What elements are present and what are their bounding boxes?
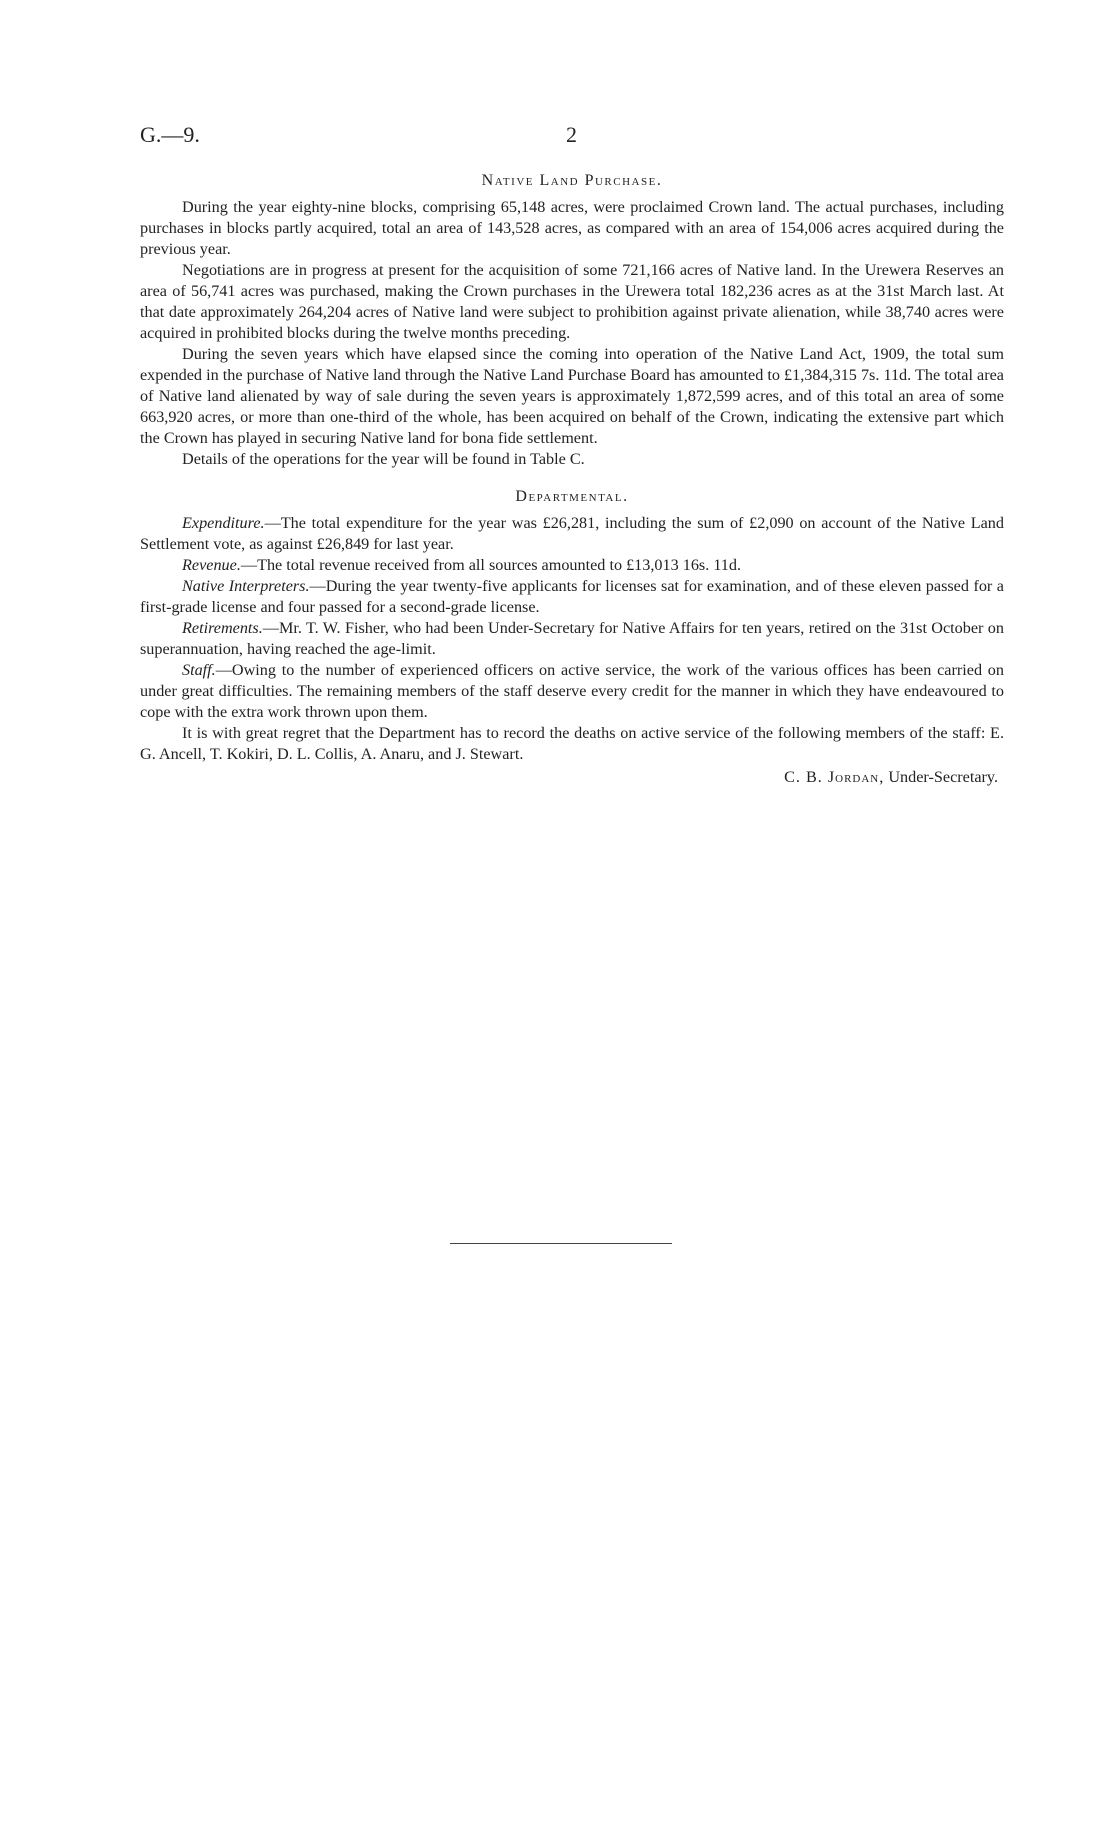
text-expenditure: —The total expenditure for the year was £26,281, including the sum of £2,090 on account of the Native Land Settlement vote, as against £26,849 for last year. (140, 514, 1004, 553)
text-retirements: —Mr. T. W. Fisher, who had been Under-Secretary for Native Affairs for ten years, retired on the 31st October on superannuation, having reached the age-limit. (140, 619, 1004, 658)
paragraph-blocks-proclaimed: During the year eighty-nine blocks, comprising 65,148 acres, were proclaimed Crown land. The actual purchases, including purchases in blocks partly acquired, total an area of 143,528 acres, as compared with an area of 154,006 acres acquired during the previous year. (140, 198, 1004, 258)
paragraph-revenue (140, 555, 1004, 576)
lead-staff: Staff. (182, 661, 216, 679)
end-rule (450, 1243, 672, 1244)
lead-revenue: Revenue. (182, 556, 241, 574)
paragraph-expenditure (140, 513, 1004, 555)
text-revenue: —The total revenue received from all sources amounted to £13,013 16s. 11d. (240, 556, 742, 574)
paragraph-staff (140, 660, 1004, 723)
text-native-interpreters: —During the year twenty-five applicants for licenses sat for examination, and of these eleven passed for a first-grade license and four passed for a second-grade license. (140, 577, 1004, 616)
text-staff: —Owing to the number of experienced officers on active service, the work of the various offices has been carried on under great difficulties. The remaining members of the staff deserve every credit for the manner in which they have endeavoured to cope with the extra work thrown upon them. (140, 661, 1004, 721)
section-title-departmental: Departmental. (515, 488, 629, 505)
paragraph-details-table-c: Details of the operations for the year will be found in Table C. (182, 450, 585, 468)
signature-name: C. B. Jordan, (784, 768, 885, 786)
paragraph-seven-years: During the seven years which have elapsed since the coming into operation of the Native Land Act, 1909, the total sum expended in the purchase of Native land through the Native Land Purchase Board has amounted to £1,384,315 7s. 11d. The total area of Native land alienated by way of sale during the seven years is approximately 1,872,599 acres, and of this total an area of some 663,920 acres, or more than one-third of the whole, has been acquired on behalf of the Crown, indicating the extensive part which the Crown has played in securing Native land for bona fide settlement. (140, 345, 1004, 447)
page-content (140, 170, 1004, 788)
section-title-native-land-purchase: Native Land Purchase. (481, 172, 663, 189)
document-reference: G.—9. (140, 122, 200, 147)
paragraph-deaths-on-service: It is with great regret that the Department has to record the deaths on active service of the following members of the staff: E. G. Ancell, T. Kokiri, D. L. Collis, A. Anaru, and J. Stewart. (140, 724, 1004, 763)
lead-retirements: Retirements. (182, 619, 263, 637)
paragraph-negotiations: Negotiations are in progress at present for the acquisition of some 721,166 acres of Native land. In the Urewera Reserves an area of 56,741 acres was purchased, making the Crown purchases in the Urewera total 182,236 acres as at the 31st March last. At that date approximately 264,204 acres of Native land were subject to prohibition against private alienation, while 38,740 acres were acquired in prohibited blocks during the twelve months preceding. (140, 261, 1004, 342)
paragraph-native-interpreters (140, 576, 1004, 618)
lead-native-interpreters: Native Interpreters. (182, 577, 310, 595)
signature-title: Under-Secretary. (888, 768, 998, 786)
page-number: 2 (566, 122, 577, 147)
page-header (140, 122, 1000, 152)
signature (140, 767, 1004, 788)
paragraph-retirements (140, 618, 1004, 660)
lead-expenditure: Expenditure. (182, 514, 265, 532)
